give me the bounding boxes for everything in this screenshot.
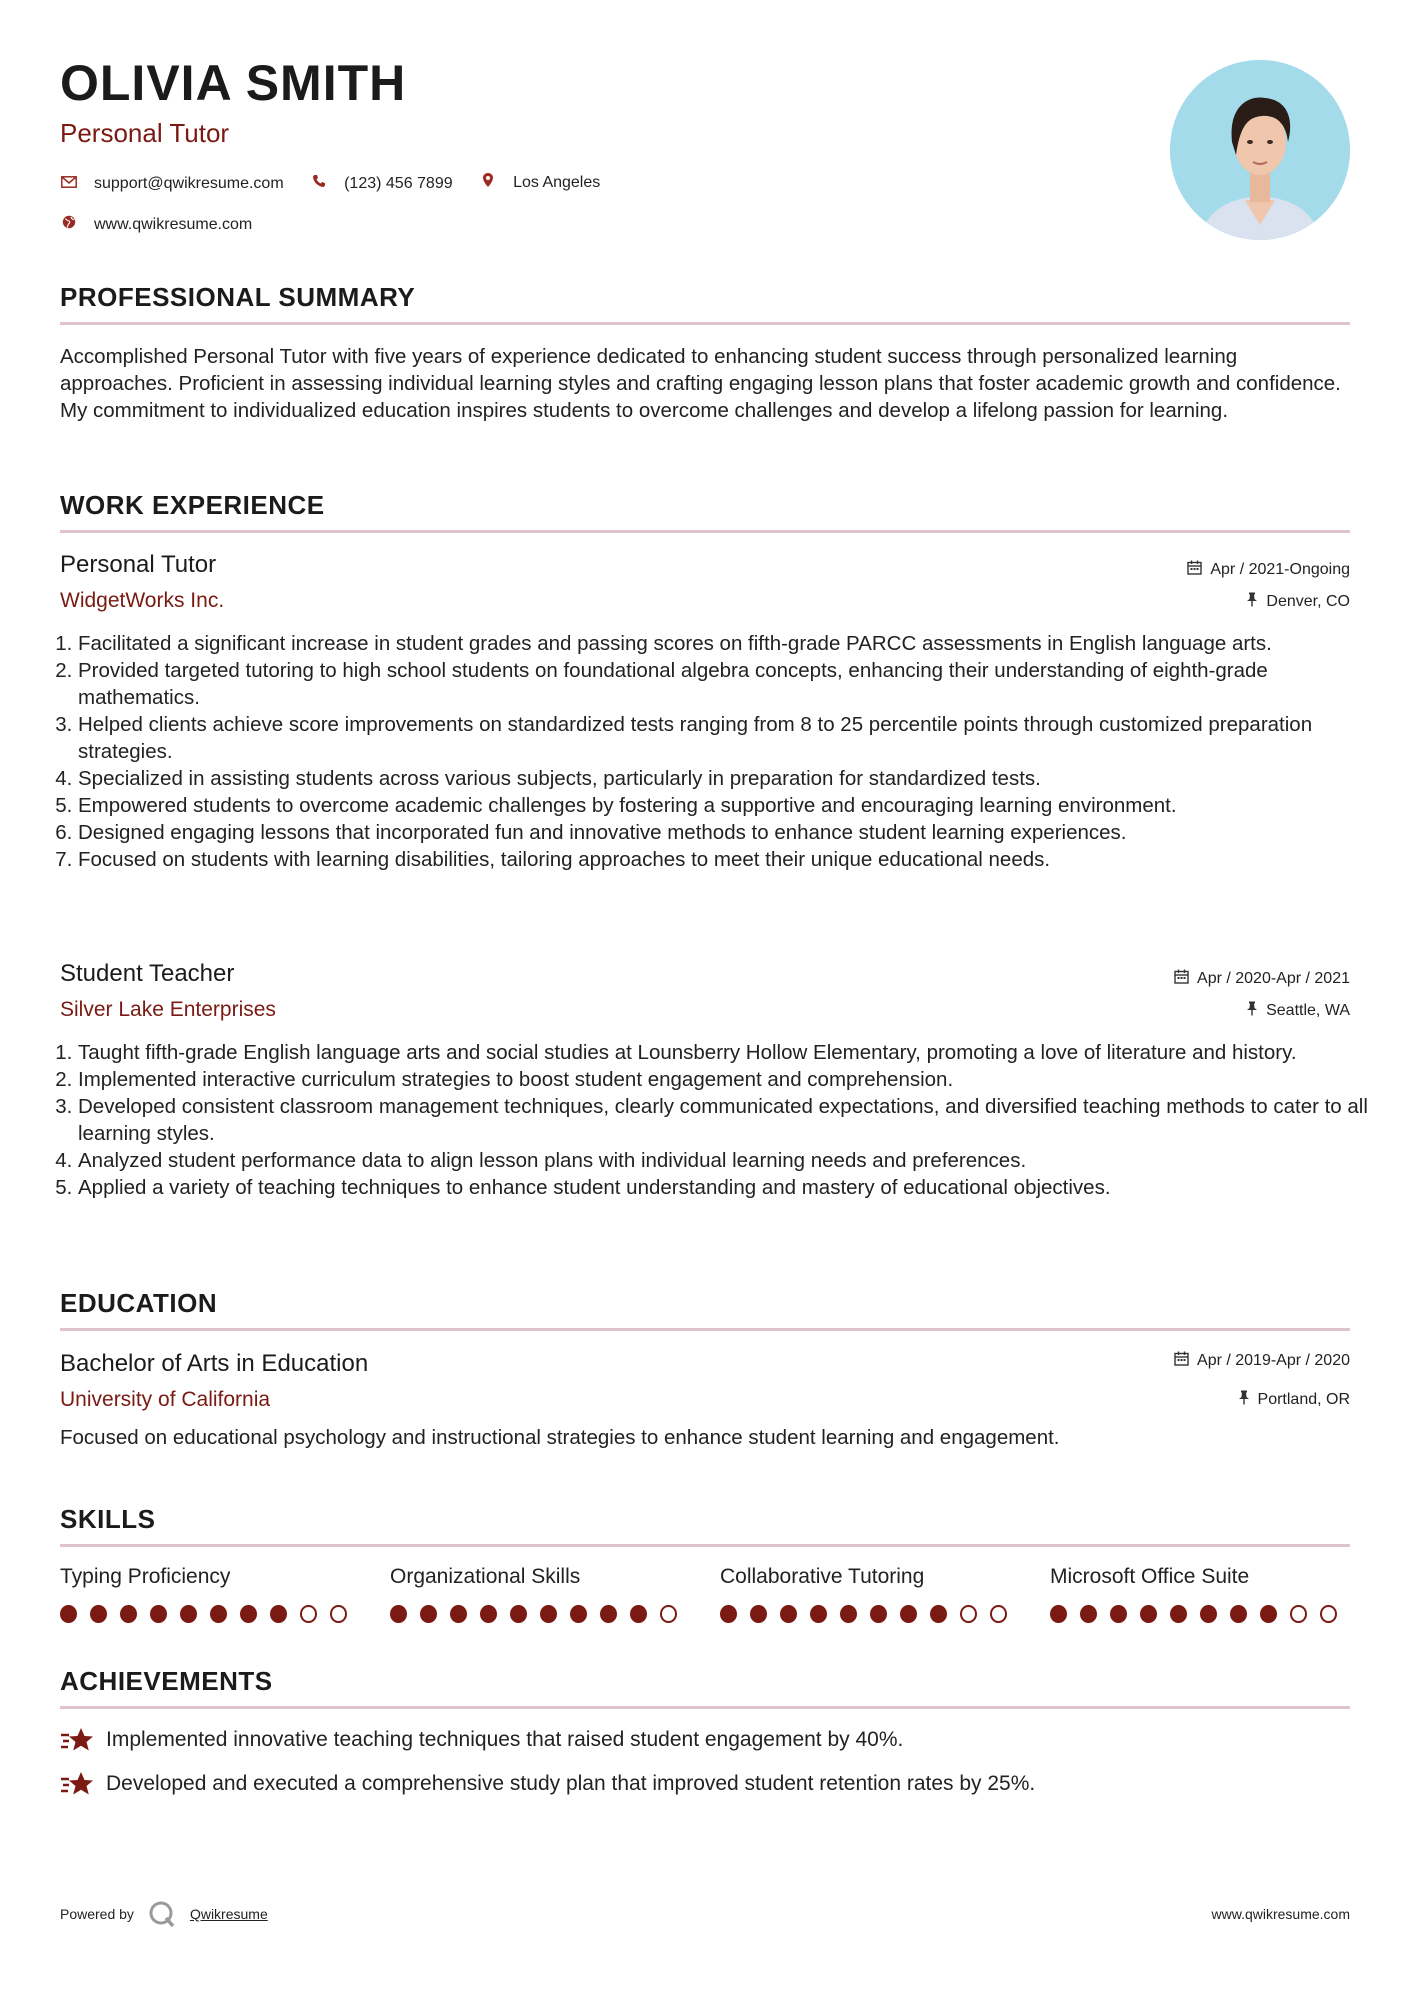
contact-email[interactable]	[60, 175, 284, 193]
resume-page	[60, 0, 1368, 1990]
skill-item	[1050, 1565, 1350, 1623]
rating-dot-filled	[570, 1605, 587, 1623]
star-icon	[60, 1727, 94, 1753]
rating-dot-filled	[1200, 1605, 1217, 1623]
job-date	[1187, 560, 1350, 579]
job-location-text: Seattle, WA	[1266, 1001, 1350, 1019]
email-text: support@qwikresume.com	[94, 175, 284, 192]
achievement-text: Developed and executed a comprehensive study plan that improved student retention rates by 25%.	[106, 1772, 1036, 1795]
rating-dot-filled	[420, 1605, 437, 1623]
education-description: Focused on educational psychology and instructional strategies to enhance student learning and engagement.	[60, 1426, 1060, 1449]
rating-dot-filled	[450, 1605, 467, 1623]
globe-icon	[60, 215, 78, 234]
rating-dot-empty	[660, 1605, 677, 1623]
education-heading: EDUCATION	[60, 1288, 1350, 1331]
skills-grid	[60, 1565, 1350, 1625]
list-item: 3. Developed consistent classroom management techniques, clearly communicated expectations, and diversified teaching methods to cater to all learning styles.	[78, 1093, 1368, 1147]
star-icon	[60, 1771, 94, 1797]
skill-rating	[720, 1605, 1020, 1623]
rating-dot-filled	[1260, 1605, 1277, 1623]
envelope-icon	[60, 175, 78, 193]
list-item: 4. Specialized in assisting students across various subjects, particularly in preparation for standardized tests.	[78, 765, 1368, 792]
education-location	[1238, 1390, 1350, 1409]
achievement-text: Implemented innovative teaching techniques that raised student engagement by 40%.	[106, 1728, 904, 1751]
footer-website[interactable]: www.qwikresume.com	[1211, 1906, 1350, 1922]
job-title: Personal Tutor	[60, 551, 217, 578]
achievement-item	[60, 1771, 1035, 1797]
rating-dot-filled	[720, 1605, 737, 1623]
degree-title: Bachelor of Arts in Education	[60, 1350, 369, 1377]
school-name: University of California	[60, 1388, 271, 1411]
job-location-text: Denver, CO	[1266, 592, 1350, 610]
job-location	[1246, 1001, 1350, 1020]
phone-icon	[310, 174, 328, 193]
list-item: 2. Provided targeted tutoring to high school students on foundational algebra concepts, enhancing their understanding of eighth-grade mathematics.	[78, 657, 1368, 711]
rating-dot-filled	[600, 1605, 617, 1623]
footer-powered-by	[60, 1900, 268, 1928]
rating-dot-filled	[390, 1605, 407, 1623]
rating-dot-filled	[1080, 1605, 1097, 1623]
list-item: 3. Helped clients achieve score improvements on standardized tests ranging from 8 to 25 percentile points through customized preparation strategies.	[78, 711, 1368, 765]
rating-dot-filled	[1170, 1605, 1187, 1623]
rating-dot-empty	[1320, 1605, 1337, 1623]
education-date	[1174, 1351, 1350, 1370]
achievement-item	[60, 1727, 903, 1753]
rating-dot-filled	[120, 1605, 137, 1623]
calendar-icon	[1174, 1351, 1189, 1370]
education-date-text: Apr / 2019-Apr / 2020	[1197, 1351, 1350, 1369]
website-text: www.qwikresume.com	[94, 215, 253, 233]
rating-dot-filled	[1140, 1605, 1157, 1623]
contact-row	[60, 172, 622, 193]
list-item: 7. Focused on students with learning disabilities, tailoring approaches to meet their unique educational needs.	[78, 846, 1368, 873]
candidate-title: Personal Tutor	[60, 118, 230, 148]
list-item: 6. Designed engaging lessons that incorporated fun and innovative methods to enhance student learning experiences.	[78, 819, 1368, 846]
job-date	[1174, 969, 1350, 988]
rating-dot-empty	[300, 1605, 317, 1623]
pushpin-icon	[1246, 592, 1258, 611]
rating-dot-filled	[180, 1605, 197, 1623]
education-location-text: Portland, OR	[1257, 1390, 1350, 1408]
candidate-name: OLIVIA SMITH	[60, 55, 407, 111]
rating-dot-empty	[330, 1605, 347, 1623]
experience-heading: WORK EXPERIENCE	[60, 490, 1350, 533]
rating-dot-empty	[990, 1605, 1007, 1623]
skill-rating	[1050, 1605, 1350, 1623]
list-item: 1. Facilitated a significant increase in student grades and passing scores on fifth-grade PARCC assessments in English language arts.	[78, 630, 1368, 657]
job-company: Silver Lake Enterprises	[60, 998, 276, 1021]
skills-heading: SKILLS	[60, 1504, 1350, 1547]
list-item: 4. Analyzed student performance data to align lesson plans with individual learning needs and preferences.	[78, 1147, 1368, 1174]
skill-name: Collaborative Tutoring	[720, 1565, 925, 1588]
rating-dot-filled	[540, 1605, 557, 1623]
qwikresume-logo-icon	[148, 1900, 176, 1928]
job-date-text: Apr / 2020-Apr / 2021	[1197, 969, 1350, 987]
skill-item	[720, 1565, 1020, 1623]
rating-dot-filled	[750, 1605, 767, 1623]
qwikresume-link[interactable]: Qwikresume	[189, 1906, 268, 1922]
calendar-icon	[1187, 560, 1202, 579]
rating-dot-filled	[270, 1605, 287, 1623]
rating-dot-filled	[510, 1605, 527, 1623]
rating-dot-filled	[780, 1605, 797, 1623]
pushpin-icon	[1238, 1390, 1250, 1409]
summary-heading: PROFESSIONAL SUMMARY	[60, 282, 1350, 325]
skill-item	[390, 1565, 690, 1623]
rating-dot-filled	[900, 1605, 917, 1623]
rating-dot-filled	[870, 1605, 887, 1623]
list-item: 5. Empowered students to overcome academic challenges by fostering a supportive and encouraging learning environment.	[78, 792, 1368, 819]
rating-dot-filled	[480, 1605, 497, 1623]
skill-name: Typing Proficiency	[60, 1565, 231, 1588]
rating-dot-filled	[90, 1605, 107, 1623]
calendar-icon	[1174, 969, 1189, 988]
pushpin-icon	[1246, 1001, 1258, 1020]
job-location	[1246, 592, 1350, 611]
skill-name: Microsoft Office Suite	[1050, 1565, 1250, 1588]
achievements-heading: ACHIEVEMENTS	[60, 1666, 1350, 1709]
list-item: 5. Applied a variety of teaching techniques to enhance student understanding and mastery of educational objectives.	[78, 1174, 1368, 1201]
rating-dot-filled	[1110, 1605, 1127, 1623]
rating-dot-filled	[1050, 1605, 1067, 1623]
list-item: 1. Taught fifth-grade English language arts and social studies at Lounsberry Hollow Elementary, promoting a love of literature and history.	[78, 1039, 1368, 1066]
rating-dot-empty	[960, 1605, 977, 1623]
rating-dot-filled	[630, 1605, 647, 1623]
job-duties-list	[60, 630, 1368, 873]
job-title: Student Teacher	[60, 960, 235, 987]
rating-dot-empty	[1290, 1605, 1307, 1623]
rating-dot-filled	[930, 1605, 947, 1623]
job-duties-list	[60, 1039, 1368, 1201]
list-item: 2. Implemented interactive curriculum strategies to boost student engagement and comprehension.	[78, 1066, 1368, 1093]
skill-item	[60, 1565, 360, 1623]
powered-by-label: Powered by	[60, 1906, 134, 1922]
phone-text: (123) 456 7899	[344, 174, 453, 192]
skill-rating	[390, 1605, 690, 1623]
summary-text: Accomplished Personal Tutor with five years of experience dedicated to enhancing student success through personalized learning approaches. Proficient in assessing individual learning styles and crafting engaging lesson plans that foster academic growth and confidence. My commitment to individualized education inspires students to overcome challenges and develop a lifelong passion for learning.	[60, 345, 1341, 422]
rating-dot-filled	[840, 1605, 857, 1623]
profile-photo	[1170, 60, 1350, 240]
rating-dot-filled	[810, 1605, 827, 1623]
rating-dot-filled	[240, 1605, 257, 1623]
job-company: WidgetWorks Inc.	[60, 589, 225, 612]
rating-dot-filled	[210, 1605, 227, 1623]
skill-name: Organizational Skills	[390, 1565, 581, 1588]
location-text: Los Angeles	[513, 173, 601, 191]
contact-phone[interactable]	[310, 174, 453, 193]
contact-location	[479, 172, 600, 193]
rating-dot-filled	[1230, 1605, 1247, 1623]
job-date-text: Apr / 2021-Ongoing	[1210, 560, 1350, 578]
map-pin-icon	[479, 172, 497, 193]
rating-dot-filled	[150, 1605, 167, 1623]
contact-website[interactable]	[60, 215, 252, 234]
rating-dot-filled	[60, 1605, 77, 1623]
skill-rating	[60, 1605, 360, 1623]
contact-row-2	[60, 215, 274, 234]
